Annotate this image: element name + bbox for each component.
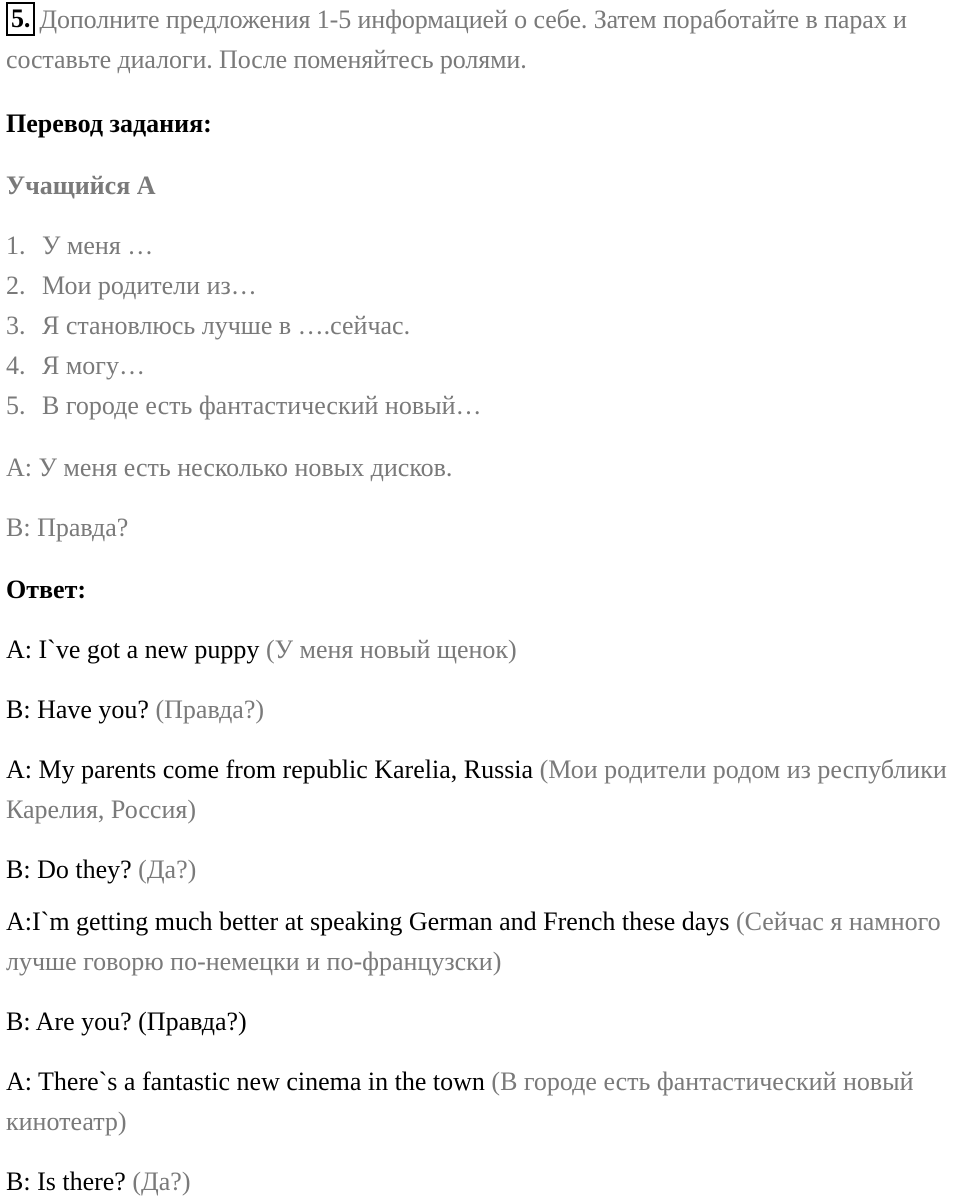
answer-line: B: Is there? (Да?) bbox=[6, 1167, 191, 1196]
example-line-a: A: У меня есть несколько новых дисков. bbox=[6, 453, 453, 482]
answer-line: A: I`ve got a new puppy (У меня новый щенок) bbox=[6, 635, 517, 664]
example-line-b: B: Правда? bbox=[6, 513, 129, 542]
sentence-list bbox=[6, 226, 954, 426]
answer-line: A:I`m getting much better at speaking German and French these days (Сейчас я намного лучше говорю по-немецки и по-французски) bbox=[6, 907, 941, 976]
task-number-box: 5. bbox=[6, 2, 35, 36]
list-item: 4. Я могу… bbox=[6, 351, 145, 380]
list-item: 2. Мои родители из… bbox=[6, 271, 257, 300]
answer-line: A: There`s a fantastic new cinema in the town (В городе есть фантастический новый кинотеатр) bbox=[6, 1067, 914, 1136]
answer-line: A: My parents come from republic Karelia, Russia (Мои родители родом из республики Карелия, Россия) bbox=[6, 755, 947, 824]
answer-line: B: Have you? (Правда?) bbox=[6, 695, 265, 724]
list-item: 1. У меня … bbox=[6, 231, 154, 260]
list-item: 5. В городе есть фантастический новый… bbox=[6, 391, 482, 420]
student-heading: Учащийся А bbox=[6, 171, 156, 200]
task-instruction bbox=[6, 0, 954, 80]
list-item: 3. Я становлюсь лучше в ….сейчас. bbox=[6, 311, 411, 340]
answer-line: B: Do they? (Да?) bbox=[6, 855, 197, 884]
answer-line: B: Are you? (Правда?) bbox=[6, 1007, 247, 1036]
answer-heading: Ответ: bbox=[6, 575, 87, 604]
translation-heading: Перевод задания: bbox=[6, 109, 212, 138]
task-text: Дополните предложения 1-5 информацией о себе. Затем поработайте в парах и составьте диалоги. После поменяйтесь ролями. bbox=[6, 5, 907, 74]
